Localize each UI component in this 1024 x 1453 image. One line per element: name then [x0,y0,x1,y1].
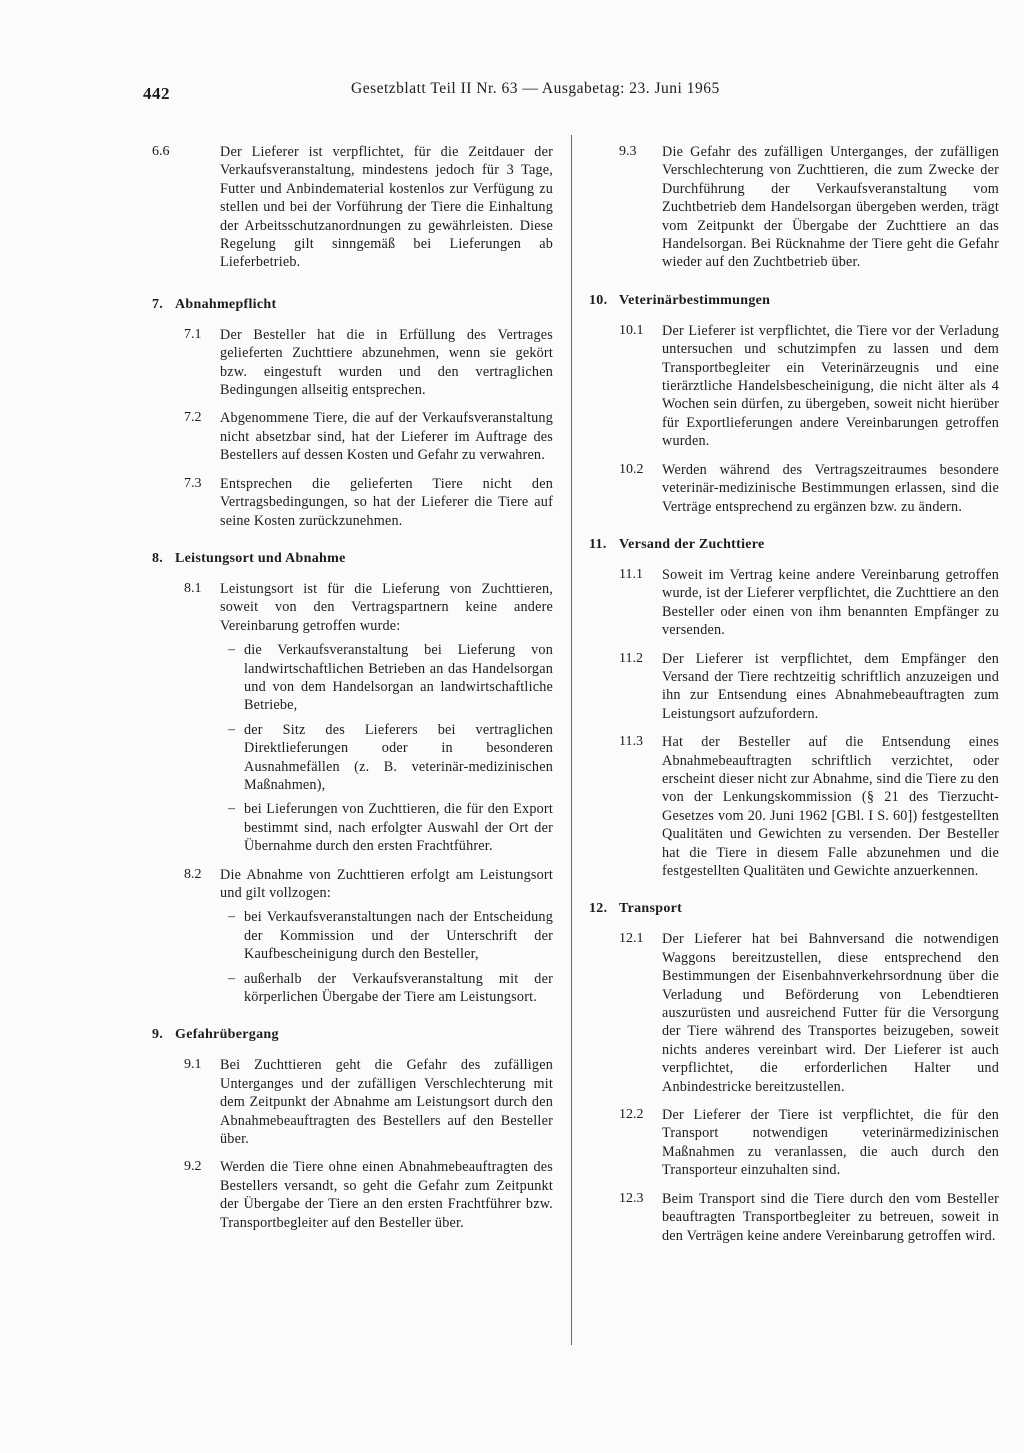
section-number: 8. [152,550,164,566]
clause-number: 11.3 [619,734,643,750]
clause-text: Die Gefahr des zufälligen Unterganges, der zufälligen Verschlechterung von Zuchttieren, die zum Zwecke der Durchführung der Verkaufsveranstaltung vom Zuchtbetrieb dem Handelsorgan übergeben werden, trägt vom Zeitpunkt der Übergabe der Zuchttiere an das Handelsorgan. Bei Rücknahme der Tiere geht die Gefahr wieder auf den Zuchtbetrieb über. [662,144,999,271]
list-item [152,721,553,795]
clause-number: 6.6 [152,144,170,159]
clause-number: 12.3 [619,1190,644,1206]
clause-9-2 [152,1158,553,1232]
clause-number: 10.2 [619,461,644,477]
section-number: 11. [589,536,607,552]
section-title: Gefahrübergang [175,1027,279,1043]
list-item-text: außerhalb der Verkaufsveranstaltung mit der körperlichen Übergabe der Tiere am Leistungsort. [244,970,553,1006]
list-item-text: der Sitz des Lieferers bei vertraglichen Direktlieferungen oder in besonderen Ausnahmefällen (z. B. veterinär-medizinischen Maßnahmen), [244,721,553,793]
clause-text: Beim Transport sind die Tiere durch den vom Besteller beauftragten Transportbegleiter zu betreuen, soweit in den Verträgen keine andere Vereinbarung getroffen wird. [662,1190,999,1244]
clause-number: 9.3 [619,144,637,159]
dash-marker: – [228,721,235,737]
section-number: 12. [589,901,608,917]
clause-12-1 [589,930,999,1096]
list-item [152,800,553,855]
list-item-text: bei Verkaufsveranstaltungen nach der Entscheidung der Kommission und der Unterschrift der Kaufbescheinigung durch den Besteller, [244,909,553,963]
clause-12-3 [589,1190,999,1245]
section-10-heading [589,290,999,312]
clause-text: Der Lieferer ist verpflichtet, für die Zeitdauer der Verkaufsveranstaltung, mindestens jedoch für 3 Tage, Futter und Anbindematerial kostenlos zur Verfügung zu stellen und bei der Vorführung der Tiere die Einhaltung der Arbeitsschutzanordnungen zu gewährleisten. Diese Regelung gilt sinngemäß bei Lieferungen ab Lieferbetrieb. [220,144,553,271]
right-column [589,143,999,1245]
section-number: 7. [152,296,164,312]
clause-number: 7.3 [184,475,202,491]
page-header [143,80,800,102]
list-item-text: bei Lieferungen von Zuchttieren, die für den Export bestimmt sind, nach erfolgter Auswahl der Ort der Übernahme durch den ersten Frachtführer. [244,801,553,855]
clause-text: Entsprechen die gelieferten Tiere nicht den Vertragsbedingungen, so hat der Lieferer die Tiere auf seine Kosten zurückzunehmen. [220,475,553,529]
clause-11-2 [589,650,999,724]
clause-text: Bei Zuchttieren geht die Gefahr des zufälligen Unterganges und der zufälligen Verschlechterung mit dem Zeitpunkt der Abnahme am Leistungsort durch den Abnahmebeauftragten des Bestellers auf den Besteller über. [220,1057,553,1148]
clause-text: Der Lieferer der Tiere ist verpflichtet, die für den Transport notwendigen veterinärmedizinischen Maßnahmen zu veranlassen, die auch durch den Transporteur einzuhalten sind. [662,1107,999,1179]
clause-number: 11.2 [619,650,643,666]
section-title: Veterinärbestimmungen [619,292,771,308]
clause-7-1 [152,326,553,400]
clause-text: Abgenommene Tiere, die auf der Verkaufsveranstaltung nicht absetzbar sind, hat der Lieferer im Auftrage des Bestellers auf dessen Kosten und Gefahr zu verwahren. [220,410,553,464]
dash-marker: – [228,970,235,986]
section-title: Versand der Zuchttiere [619,536,765,552]
clause-text: Werden die Tiere ohne einen Abnahmebeauftragten des Bestellers versandt, so geht die Gefahr zum Zeitpunkt der Übergabe der Tiere an den ersten Frachtführer bzw. Transportbegleiter auf den Besteller über. [220,1159,553,1231]
section-number: 10. [589,292,608,308]
dash-marker: – [228,801,235,817]
section-number: 9. [152,1027,164,1043]
clause-12-2 [589,1106,999,1180]
clause-number: 11.1 [619,566,643,582]
dash-marker: – [228,642,235,658]
clause-text: Der Lieferer ist verpflichtet, dem Empfänger den Versand der Tiere rechtzeitig schriftlich anzuzeigen und ihn zur Entsendung eines Abnahmebeauftragten zum Leistungsort aufzufordern. [662,650,999,722]
clause-text: Der Besteller hat die in Erfüllung des Vertrages gelieferten Zuchttiere abzunehmen, wenn sie gekört bzw. eingestuft wurden und den vertraglichen Bedingungen allseitig entsprechen. [220,326,553,399]
clause-7-2 [152,409,553,464]
clause-text: Hat der Besteller auf die Entsendung eines Abnahmebeauftragten schriftlich verzichtet, oder erscheint dieser nicht zur Abnahme, sind die Tiere zu den von der Lenkungskommission (§ 21 des Tierzucht-Gesetzes vom 20. Juni 1962 [GBl. I S. 60]) festgestellten Qualitäten und Gewichten zu versenden. Der Besteller hat die Tiere in diesem Falle abzunehmen und die festgestellten Qualitäten und Gewichte anzuerkennen. [662,734,999,879]
clause-number: 9.2 [184,1159,202,1175]
clause-number: 7.2 [184,410,202,426]
list-item [152,908,553,963]
clause-text: Der Lieferer hat bei Bahnversand die notwendigen Waggons bereitzustellen, diese entsprechend den Bestimmungen der Eisenbahnverkehrsordnung über die Verladung und Beförderung von Lebendtieren auszurüsten und ausreichend Futter für die Versorgung der Tiere während des Transportes beizugeben, soweit nichts anderes vereinbart wird. Der Lieferer ist auch verpflichtet, die erforderlichen Halter und Anbindestricke bereitzustellen. [662,931,999,1095]
section-title: Transport [619,901,683,917]
clause-9-3 [589,143,999,272]
clause-10-2 [589,461,999,516]
clause-text: Die Abnahme von Zuchttieren erfolgt am Leistungsort und gilt vollzogen: [220,866,553,901]
section-title: Abnahmepflicht [175,296,277,312]
gazette-title: Gesetzblatt Teil II Nr. 63 — Ausgabetag: 23. Juni 1965 [351,80,720,97]
clause-text: Leistungsort ist für die Lieferung von Zuchttieren, soweit von den Vertragspartnern keine andere Vereinbarung getroffen wurde: [220,580,553,634]
list-item [152,641,553,715]
list-item-text: die Verkaufsveranstaltung bei Lieferung von landwirtschaftlichen Betrieben an das Handelsorgan und von dem Handelsorgan an landwirtschaftliche Betriebe, [244,642,553,714]
section-7-heading [152,294,553,316]
column-divider [571,135,572,1345]
section-12-heading [589,898,999,920]
section-11-heading [589,534,999,556]
clause-number: 9.1 [184,1057,202,1073]
clause-number: 8.1 [184,580,202,596]
section-9-heading [152,1024,553,1046]
left-column [152,143,553,1232]
section-title: Leistungsort und Abnahme [175,550,346,566]
page-number: 442 [143,84,170,103]
section-8-heading [152,548,553,570]
clause-number: 7.1 [184,326,202,342]
clause-10-1 [589,322,999,451]
clause-text: Soweit im Vertrag keine andere Vereinbarung getroffen wurde, ist der Lieferer verpflichtet, die Zuchttiere an den Besteller oder einen von ihm benannten Empfänger zu versenden. [662,566,999,639]
list-item [152,970,553,1007]
clause-number: 12.2 [619,1107,644,1123]
clause-8-2 [152,866,553,903]
clause-8-1 [152,580,553,635]
clause-number: 10.1 [619,322,644,338]
clause-number: 8.2 [184,866,202,882]
dash-marker: – [228,909,235,925]
clause-7-3 [152,475,553,530]
clause-text: Der Lieferer ist verpflichtet, die Tiere vor der Verladung untersuchen und schutzimpfen zu lassen und dem Transportbegleiter ein Veterinärzeugnis und eine tierärztliche Handelsbescheinigung, die nicht älter als 4 Wochen sein dürfen, zu übergeben, soweit nicht hierüber für Exportlieferungen andere Vereinbarungen getroffen wurden. [662,322,999,450]
clause-text: Werden während des Vertragszeitraumes besondere veterinär-medizinische Bestimmungen erlassen, sind die Verträge entsprechend zu ergänzen bzw. zu ändern. [662,461,999,515]
clause-6-6 [152,143,553,272]
clause-11-1 [589,566,999,640]
clause-number: 12.1 [619,931,644,947]
clause-11-3 [589,733,999,880]
clause-9-1 [152,1056,553,1148]
